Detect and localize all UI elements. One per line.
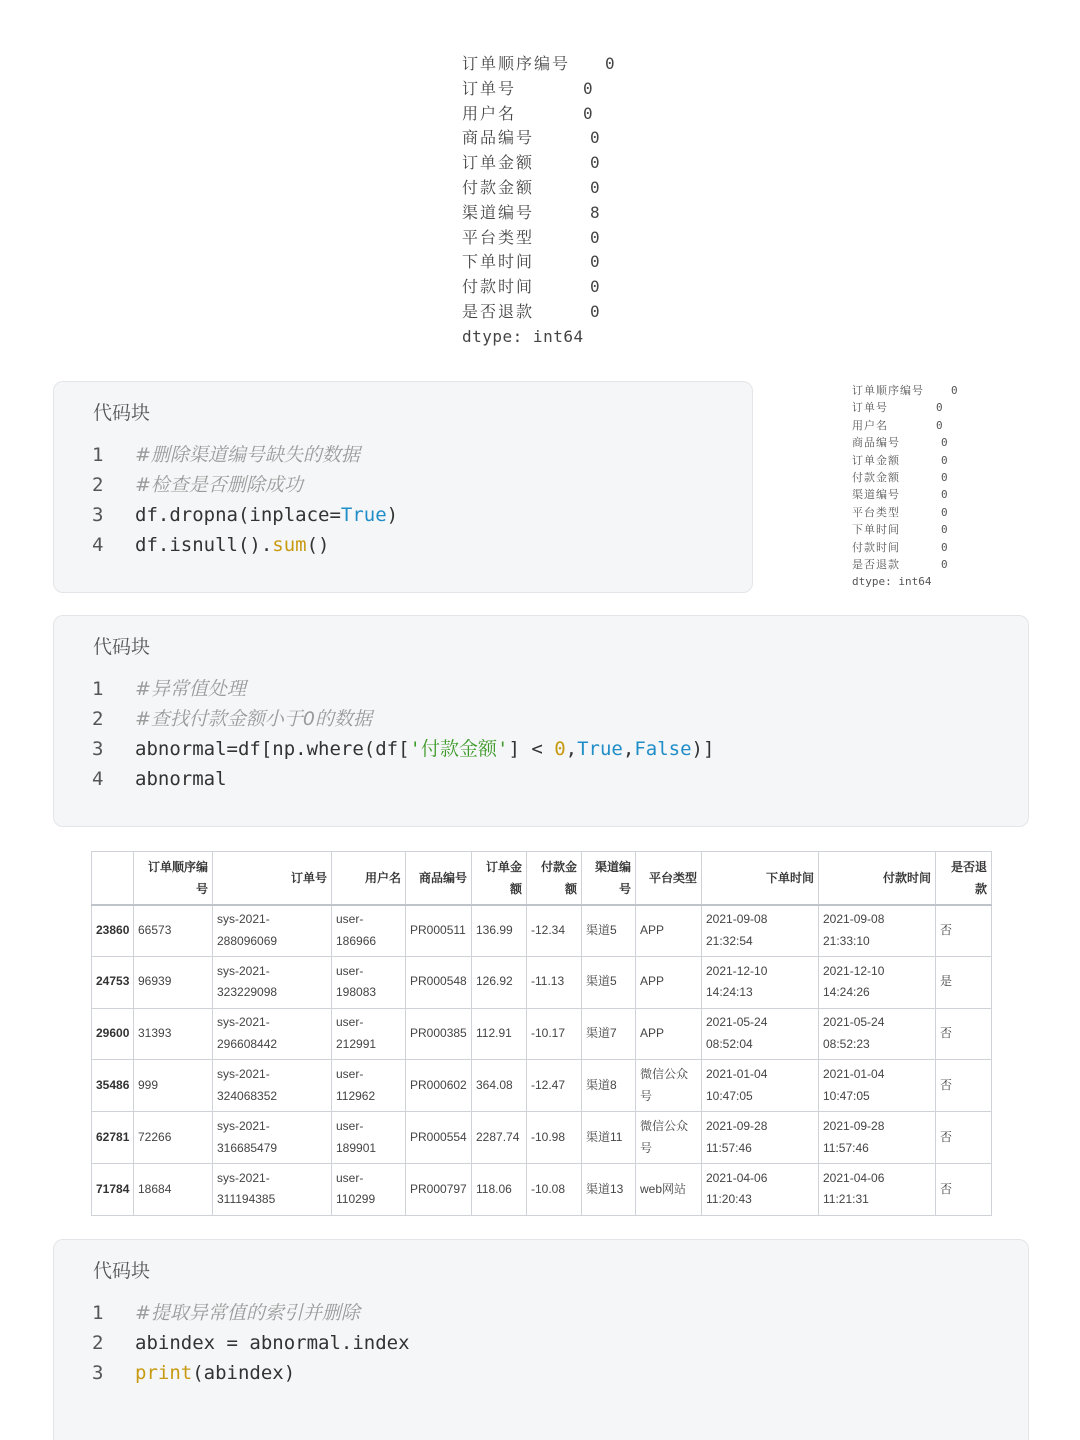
output-row	[462, 102, 593, 127]
table-cell: sys-2021-311194385	[213, 1163, 332, 1215]
column-name: 订单号	[852, 401, 888, 415]
table-cell: 18684	[134, 1163, 213, 1215]
null-count: 0	[583, 78, 593, 98]
code-block-title: 代码块	[93, 402, 151, 424]
column-name: 用户名	[852, 418, 888, 432]
output-row	[462, 226, 600, 251]
column-header: 订单号	[213, 852, 332, 905]
code-lines	[92, 1298, 410, 1388]
column-header: 是否退款	[936, 852, 992, 905]
table-row	[92, 1112, 992, 1164]
column-name: 平台类型	[462, 227, 535, 247]
table-cell: -11.13	[527, 956, 582, 1008]
table-cell: 是	[936, 956, 992, 1008]
row-index: 35486	[92, 1060, 134, 1112]
column-header: 用户名	[332, 852, 406, 905]
table-row	[92, 956, 992, 1008]
abnormal-table	[91, 851, 991, 1216]
table-cell: user-110299	[332, 1163, 406, 1215]
column-name: 付款时间	[462, 277, 535, 297]
column-header: 平台类型	[636, 852, 702, 905]
table-cell: web网站	[636, 1163, 702, 1215]
column-name: 付款金额	[852, 470, 900, 484]
output-row	[462, 151, 600, 176]
output-row	[852, 399, 943, 416]
column-name: 用户名	[462, 103, 517, 123]
null-count: 0	[936, 401, 943, 415]
table-cell: 999	[134, 1060, 213, 1112]
table-cell: 31393	[134, 1008, 213, 1060]
table-cell: APP	[636, 956, 702, 1008]
code-line: 4 df.isnull().sum()	[92, 534, 330, 556]
table-cell: 否	[936, 1112, 992, 1164]
column-name: 订单金额	[852, 453, 900, 467]
column-name: 商品编号	[852, 436, 900, 450]
table-cell: 2021-01-04 10:47:05	[819, 1060, 936, 1112]
table-cell: 2021-12-10 14:24:26	[819, 956, 936, 1008]
table-cell: user-198083	[332, 956, 406, 1008]
table-cell: sys-2021-316685479	[213, 1112, 332, 1164]
null-count: 0	[941, 436, 948, 450]
table-cell: 微信公众号	[636, 1112, 702, 1164]
table-cell: 渠道11	[582, 1112, 636, 1164]
table-cell: 2021-04-06 11:20:43	[702, 1163, 819, 1215]
table-cell: -10.08	[527, 1163, 582, 1215]
column-header: 下单时间	[702, 852, 819, 905]
output-row	[852, 521, 948, 538]
table-cell: PR000797	[406, 1163, 472, 1215]
table-cell: 118.06	[472, 1163, 527, 1215]
table-cell: user-112962	[332, 1060, 406, 1112]
code-line: 1 #删除渠道编号缺失的数据	[92, 444, 360, 466]
null-count: 0	[590, 128, 600, 148]
table-cell: APP	[636, 1008, 702, 1060]
table-cell: 渠道5	[582, 905, 636, 957]
table-cell: 72266	[134, 1112, 213, 1164]
table-cell: 2021-12-10 14:24:13	[702, 956, 819, 1008]
index-header	[92, 852, 134, 905]
table-cell: -10.98	[527, 1112, 582, 1164]
column-name: 平台类型	[852, 505, 900, 519]
table-cell: 136.99	[472, 905, 527, 957]
null-count: 0	[941, 523, 948, 537]
row-index: 24753	[92, 956, 134, 1008]
column-name: 下单时间	[462, 252, 535, 272]
output-row	[852, 469, 948, 486]
output-row	[462, 176, 600, 201]
table-cell: 2021-09-28 11:57:46	[702, 1112, 819, 1164]
null-count: 0	[941, 488, 948, 502]
table-cell: 渠道13	[582, 1163, 636, 1215]
output-row	[852, 417, 943, 434]
column-name: 商品编号	[462, 128, 535, 148]
table-cell: user-186966	[332, 905, 406, 957]
output-row	[852, 486, 948, 503]
null-count: 0	[941, 453, 948, 467]
table-cell: 渠道8	[582, 1060, 636, 1112]
table-cell: 渠道5	[582, 956, 636, 1008]
column-name: 是否退款	[462, 301, 535, 321]
table-row	[92, 1163, 992, 1215]
null-count: 0	[936, 418, 943, 432]
table-cell: PR000554	[406, 1112, 472, 1164]
code-block-title: 代码块	[93, 1260, 151, 1282]
null-count: 0	[590, 301, 600, 321]
null-count: 0	[590, 227, 600, 247]
table-cell: 2021-05-24 08:52:23	[819, 1008, 936, 1060]
column-header: 订单顺序编号	[134, 852, 213, 905]
code-line: 3 print(abindex)	[92, 1362, 296, 1384]
code-lines	[92, 674, 714, 794]
output-row	[462, 250, 600, 275]
output-row	[462, 300, 600, 325]
output-row	[852, 452, 948, 469]
code-line: 4 abnormal	[92, 768, 227, 790]
table-cell: 112.91	[472, 1008, 527, 1060]
table-cell: 96939	[134, 956, 213, 1008]
null-count: 0	[590, 277, 600, 297]
output-row	[852, 556, 948, 573]
null-count-output-after	[852, 382, 958, 591]
output-row	[852, 434, 948, 451]
null-count: 0	[941, 557, 948, 571]
table-cell: sys-2021-288096069	[213, 905, 332, 957]
table-cell: -10.17	[527, 1008, 582, 1060]
null-count: 0	[590, 177, 600, 197]
table-cell: 2021-09-08 21:33:10	[819, 905, 936, 957]
code-line: 3 df.dropna(inplace=True)	[92, 504, 399, 526]
column-name: 订单顺序编号	[462, 54, 571, 73]
column-name: 订单顺序编号	[852, 384, 924, 397]
table-cell: 2021-09-28 11:57:46	[819, 1112, 936, 1164]
column-header: 渠道编号	[582, 852, 636, 905]
table-header-row	[92, 852, 992, 905]
column-name: 付款金额	[462, 177, 535, 197]
row-index: 62781	[92, 1112, 134, 1164]
table-cell: 2021-04-06 11:21:31	[819, 1163, 936, 1215]
code-line: 2 abindex = abnormal.index	[92, 1332, 410, 1354]
output-row	[852, 539, 948, 556]
table-row	[92, 1060, 992, 1112]
dtype-label: dtype: int64	[852, 575, 932, 589]
table-cell: 126.92	[472, 956, 527, 1008]
table-cell: -12.47	[527, 1060, 582, 1112]
column-name: 下单时间	[852, 523, 900, 537]
null-count: 0	[941, 470, 948, 484]
code-block-title: 代码块	[93, 636, 151, 658]
column-name: 付款时间	[852, 540, 900, 554]
table-cell: sys-2021-296608442	[213, 1008, 332, 1060]
column-header: 订单金额	[472, 852, 527, 905]
table-cell: sys-2021-324068352	[213, 1060, 332, 1112]
table-cell: 否	[936, 1163, 992, 1215]
table-cell: PR000385	[406, 1008, 472, 1060]
table-cell: 渠道7	[582, 1008, 636, 1060]
column-name: 渠道编号	[462, 202, 535, 222]
null-count: 0	[605, 54, 615, 73]
code-line: 1 #异常值处理	[92, 678, 246, 700]
table-cell: 2021-09-08 21:32:54	[702, 905, 819, 957]
output-row	[462, 77, 593, 102]
table-cell: PR000511	[406, 905, 472, 957]
column-name: 渠道编号	[852, 488, 900, 502]
output-row	[852, 504, 948, 521]
dtype-label: dtype: int64	[462, 326, 584, 346]
output-row	[462, 52, 615, 77]
table-cell: PR000548	[406, 956, 472, 1008]
table-cell: 2021-01-04 10:47:05	[702, 1060, 819, 1112]
output-row	[462, 275, 600, 300]
table-cell: 否	[936, 1060, 992, 1112]
code-lines	[92, 440, 398, 560]
code-block-dropna	[53, 381, 753, 593]
table-cell: 2287.74	[472, 1112, 527, 1164]
null-count: 0	[941, 505, 948, 519]
table-cell: APP	[636, 905, 702, 957]
output-row	[852, 382, 958, 399]
column-name: 订单金额	[462, 153, 535, 173]
null-count: 0	[951, 384, 958, 397]
table-cell: 2021-05-24 08:52:04	[702, 1008, 819, 1060]
null-count: 0	[941, 540, 948, 554]
table-row	[92, 905, 992, 957]
output-row	[462, 201, 600, 226]
null-count: 0	[583, 103, 593, 123]
table-cell: 364.08	[472, 1060, 527, 1112]
column-header: 商品编号	[406, 852, 472, 905]
table-cell: 否	[936, 905, 992, 957]
table-cell: 否	[936, 1008, 992, 1060]
code-block-abindex	[53, 1239, 1029, 1440]
code-block-abnormal	[53, 615, 1029, 827]
code-line: 1 #提取异常值的索引并删除	[92, 1302, 360, 1324]
table-cell: 微信公众号	[636, 1060, 702, 1112]
code-line: 2 #查找付款金额小于0的数据	[92, 708, 373, 730]
table-row	[92, 1008, 992, 1060]
table-cell: user-189901	[332, 1112, 406, 1164]
output-row	[462, 126, 600, 151]
null-count: 8	[590, 202, 600, 222]
code-line: 3 abnormal=df[np.where(df['付款金额'] < 0,True,False)]	[92, 738, 715, 760]
table-cell: -12.34	[527, 905, 582, 957]
row-index: 71784	[92, 1163, 134, 1215]
table-cell: user-212991	[332, 1008, 406, 1060]
column-name: 是否退款	[852, 557, 900, 571]
null-count: 0	[590, 252, 600, 272]
code-line: 2 #检查是否删除成功	[92, 474, 303, 496]
table-cell: PR000602	[406, 1060, 472, 1112]
row-index: 23860	[92, 905, 134, 957]
row-index: 29600	[92, 1008, 134, 1060]
column-header: 付款金额	[527, 852, 582, 905]
null-count-output	[462, 52, 615, 346]
table-cell: 66573	[134, 905, 213, 957]
table-cell: sys-2021-323229098	[213, 956, 332, 1008]
column-header: 付款时间	[819, 852, 936, 905]
column-name: 订单号	[462, 78, 517, 98]
null-count: 0	[590, 153, 600, 173]
